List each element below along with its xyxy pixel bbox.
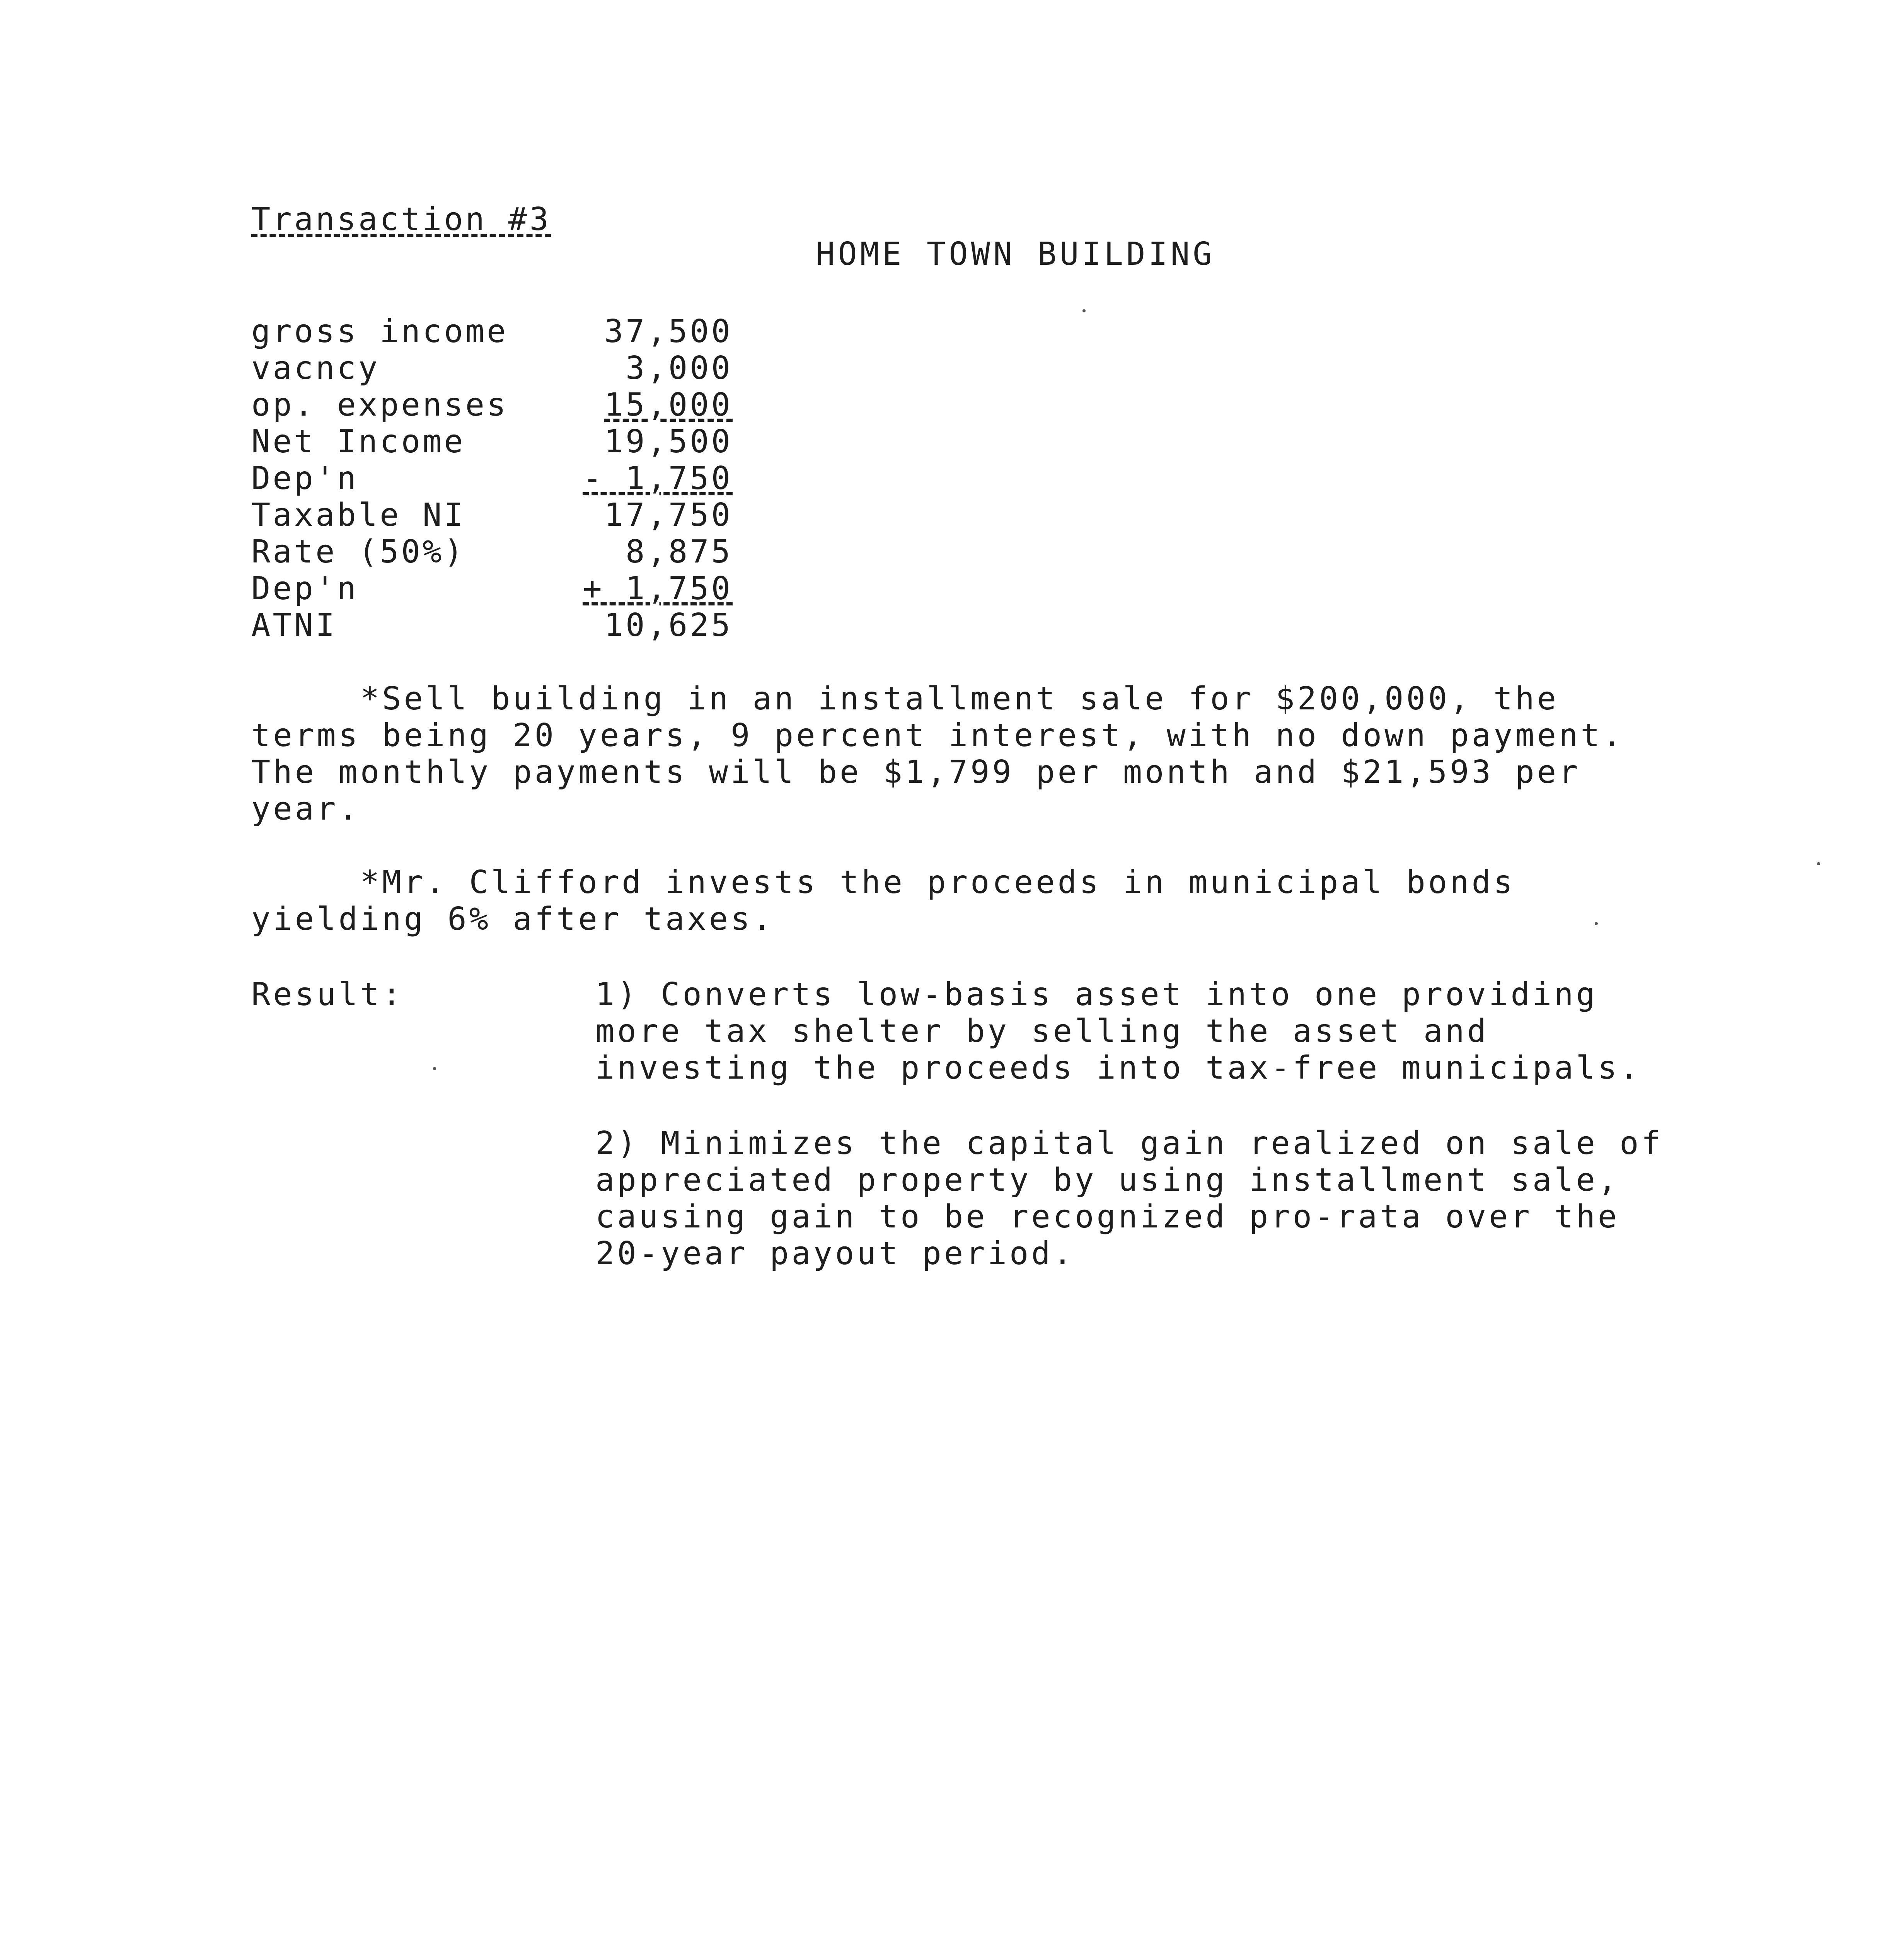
ledger-value: - 1,750 <box>583 460 733 497</box>
ledger-label: Dep'n <box>251 460 358 497</box>
result-line: appreciated property by using installment sale, <box>595 1162 1620 1198</box>
ledger-value: 10,625 <box>604 607 733 644</box>
ledger-value: 8,875 <box>626 534 733 570</box>
scan-speck <box>1817 862 1820 865</box>
ledger-value: 3,000 <box>626 350 733 387</box>
ledger-value: 19,500 <box>604 423 733 460</box>
result-line: investing the proceeds into tax-free municipals. <box>595 1050 1641 1086</box>
paragraph-line: year. <box>251 791 360 827</box>
result-line: 2) Minimizes the capital gain realized on sale of <box>595 1125 1664 1162</box>
ledger-label: vacncy <box>251 350 380 387</box>
ledger-label: Dep'n <box>251 570 358 607</box>
result-line: 1) Converts low-basis asset into one providing <box>595 976 1598 1013</box>
scan-speck <box>1595 922 1598 925</box>
result-line: more tax shelter by selling the asset and <box>595 1013 1489 1050</box>
transaction-heading: Transaction #3 <box>251 201 551 238</box>
scan-speck <box>1082 309 1086 312</box>
ledger-value: 17,750 <box>604 497 733 534</box>
result-line: 20-year payout period. <box>595 1235 1075 1272</box>
document-title: HOME TOWN BUILDING <box>816 236 1215 273</box>
paragraph-line: *Sell building in an installment sale for $200,000, the <box>251 680 1559 717</box>
ledger-label: ATNI <box>251 607 337 644</box>
ledger-value: 15,000 <box>604 387 733 423</box>
paragraph-line: The monthly payments will be $1,799 per month and $21,593 per <box>251 754 1581 791</box>
result-line: causing gain to be recognized pro-rata over the <box>595 1198 1620 1235</box>
ledger-label: gross income <box>251 313 508 350</box>
ledger-label: Rate (50%) <box>251 534 465 570</box>
scan-speck <box>433 1067 436 1070</box>
result-label: Result: <box>251 976 404 1013</box>
paragraph-line: yielding 6% after taxes. <box>251 901 774 938</box>
ledger-label: Net Income <box>251 423 465 460</box>
ledger-label: op. expenses <box>251 387 508 423</box>
paragraph-line: terms being 20 years, 9 percent interest, with no down payment. <box>251 717 1624 754</box>
paragraph-line: *Mr. Clifford invests the proceeds in municipal bonds <box>251 864 1515 901</box>
ledger-value: + 1,750 <box>583 570 733 607</box>
ledger-value: 37,500 <box>604 313 733 350</box>
ledger-label: Taxable NI <box>251 497 465 534</box>
